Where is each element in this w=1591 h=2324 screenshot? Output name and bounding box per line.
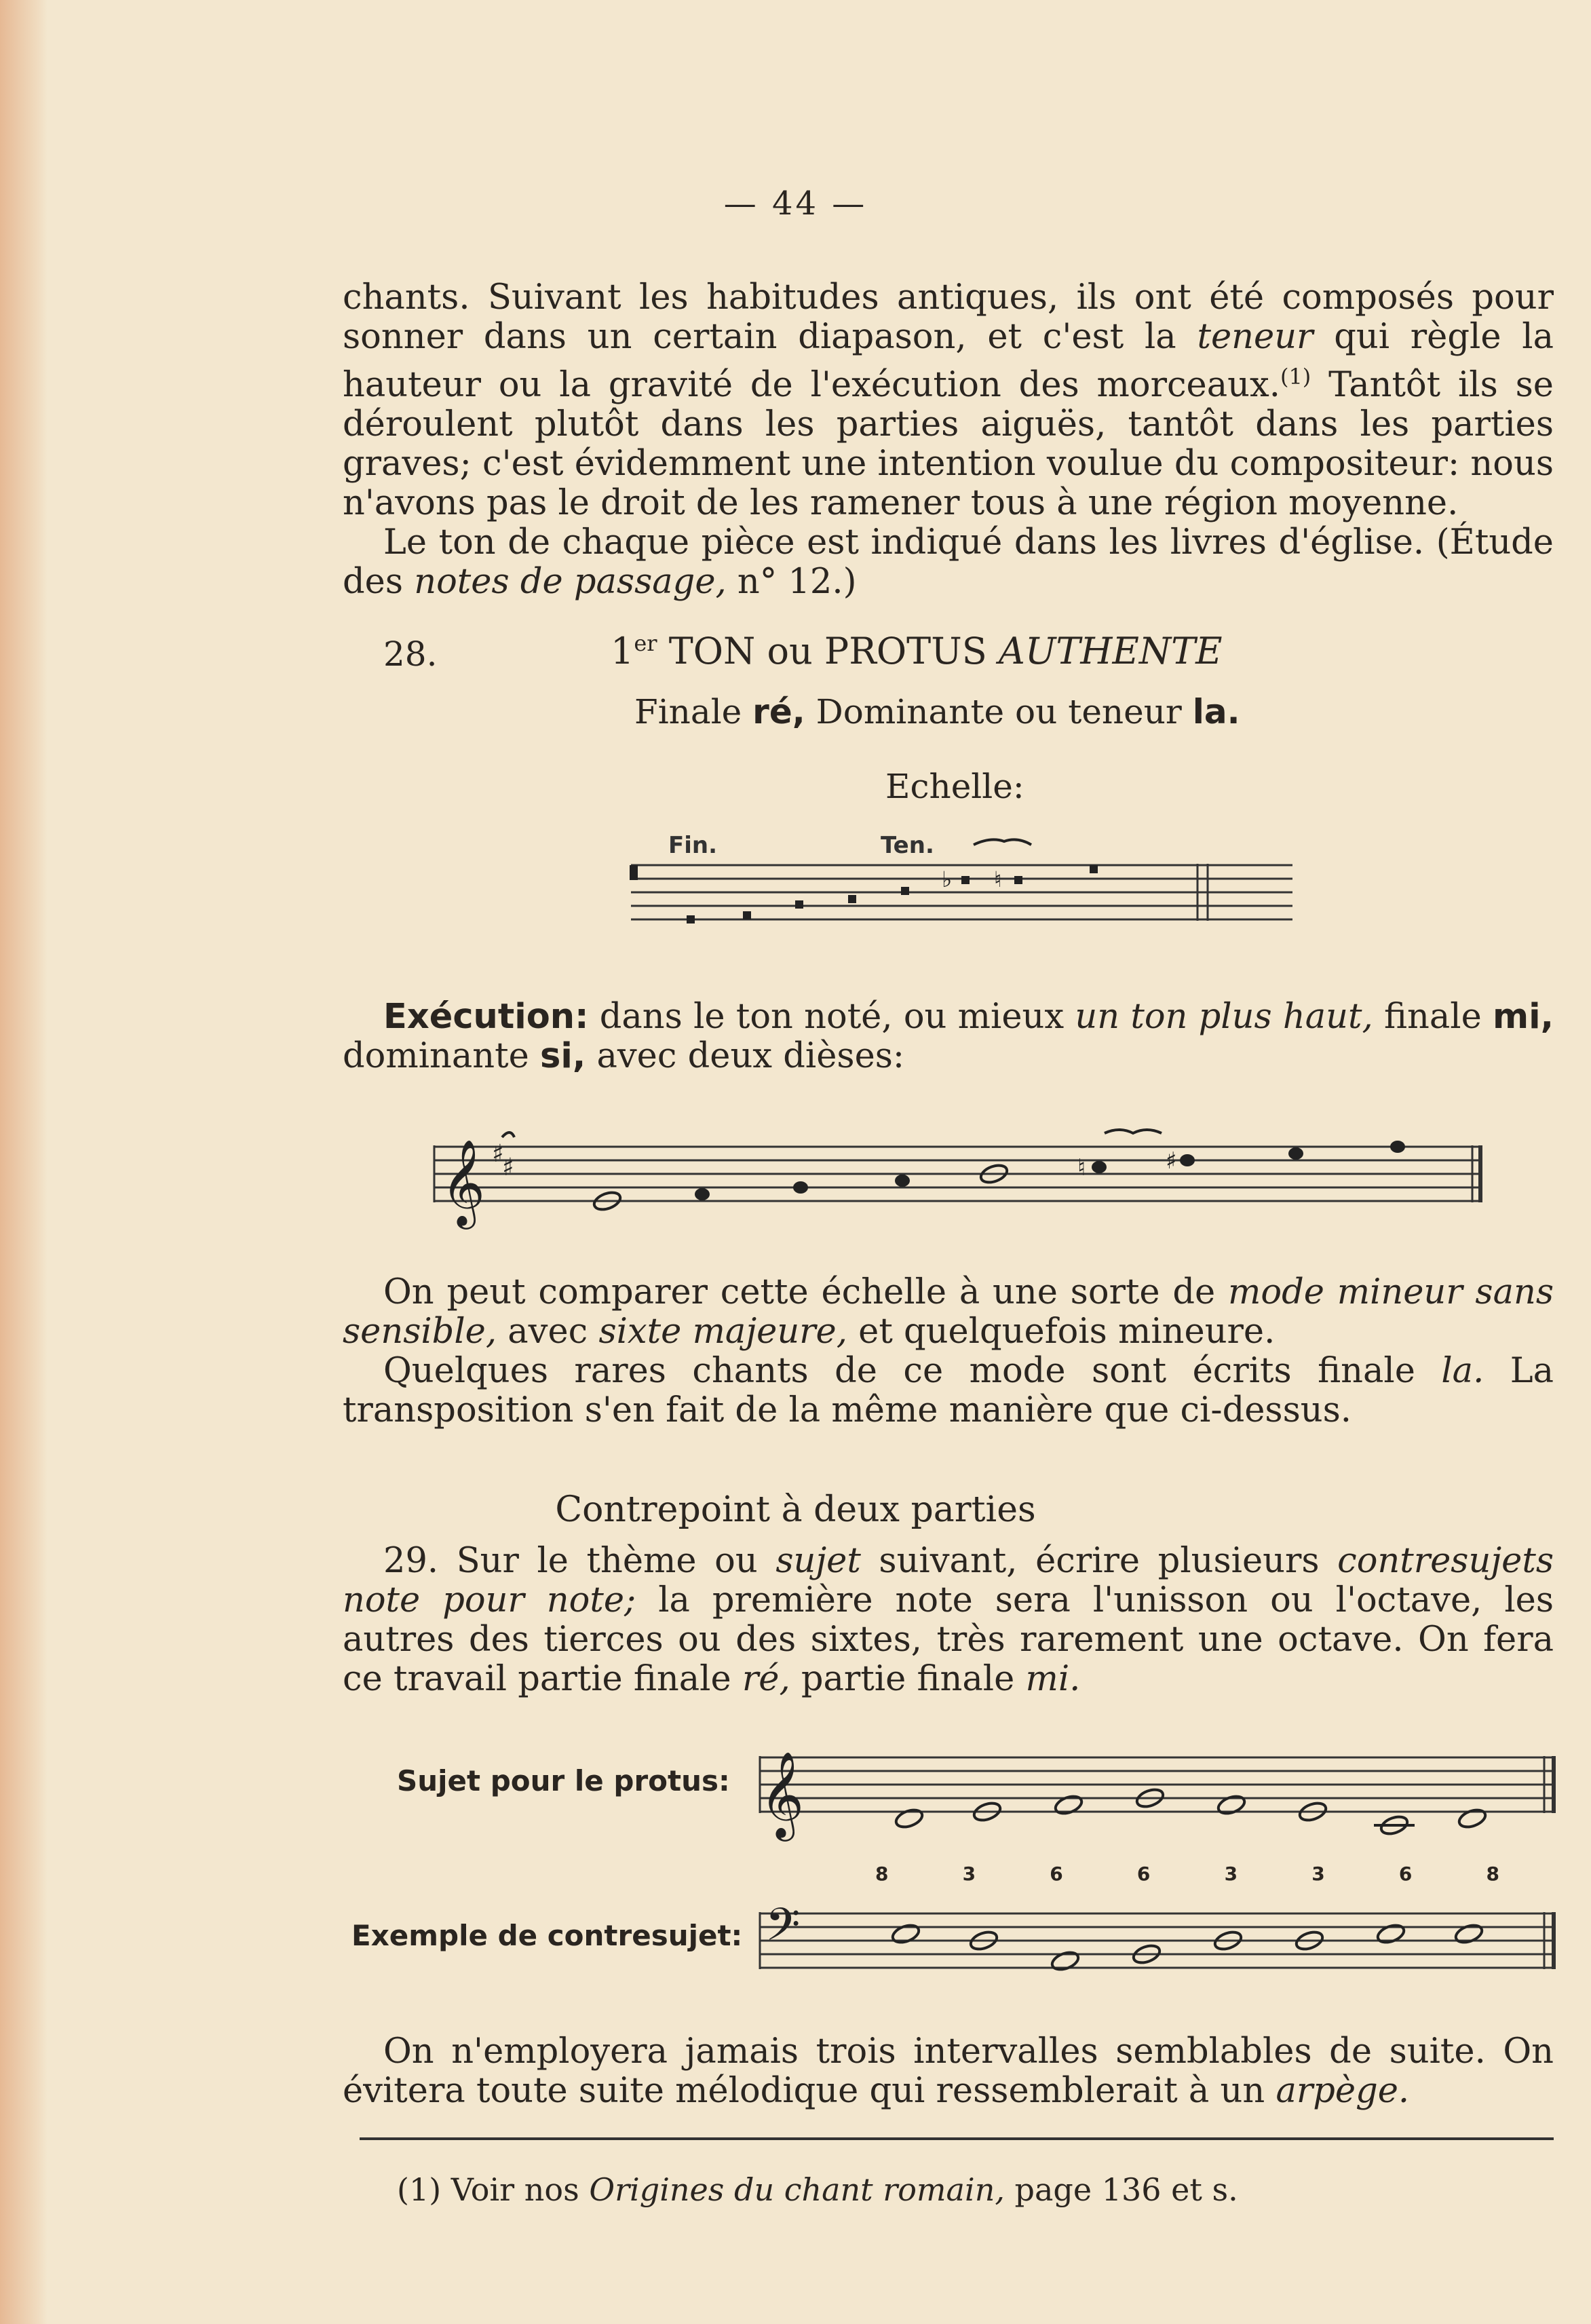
- treble-clef-icon: 𝄞: [441, 1139, 486, 1225]
- sujet-label: Sujet pour le protus:: [397, 1764, 730, 1797]
- bass-clef-icon: 𝄢: [765, 1900, 801, 1962]
- flat-icon: ♭: [942, 866, 953, 892]
- echelle-staff: [624, 824, 1303, 947]
- contresujet-label: Exemple de contresujet:: [351, 1919, 743, 1952]
- paragraph-5: On n'employera jamais trois intervalles semblables de suite. On évitera toute suite mélodique qui ressemblerait à un arpège.: [343, 2032, 1554, 2111]
- page-number: — 44 —: [723, 185, 868, 223]
- echelle-label: Echelle:: [885, 767, 1024, 806]
- section-29: 29. Sur le thème ou sujet suivant, écrire plusieurs contresujets note pour note; la première note sera l'unisson ou l'octave, les autres des tierces ou des sixtes, très rarement une octave. On fera ce travail partie finale ré, partie finale mi.: [343, 1541, 1554, 1699]
- contresujet-staff: [753, 1900, 1560, 1988]
- section-28-number: 28.: [383, 634, 438, 674]
- section-28-subtitle: Finale ré, Dominante ou teneur la.: [634, 692, 1240, 731]
- footnote-divider: [360, 2137, 1554, 2140]
- footnote-ref[interactable]: (1): [1280, 364, 1311, 389]
- sharp-icon: ♯: [502, 1154, 514, 1181]
- contresujet-notes: [890, 1922, 1484, 1973]
- execution-staff: [427, 1113, 1493, 1235]
- contrepoint-title: Contrepoint à deux parties: [555, 1489, 1036, 1530]
- paragraph-1: chants. Suivant les habitudes antiques, ils ont été composés pour sonner dans un certain diapason, et c'est la teneur qui règle la hauteur ou la gravité de l'exécution des morceaux.$^{(1)}$ Tantôt ils se déroulent plutôt dans les parties aiguës, tantôt dans les parties graves; c'est évidemment une intention voulue du compositeur: nous n'avons pas le droit de les ramener tous à une région moyenne. Le ton de chaque pièce est indiqué dans les livres d'église. (Étude des notes de passage, n° 12.): [343, 278, 1554, 602]
- fin-label: Fin.: [668, 832, 718, 859]
- ligature-mark: [1105, 1130, 1162, 1133]
- treble-clef-icon: 𝄞: [760, 1751, 805, 1837]
- page-edge: [0, 0, 47, 2324]
- natural-icon: ♮: [1077, 1154, 1086, 1181]
- ligature-mark: [974, 839, 1031, 845]
- section-28-title: 1er TON ou PROTUS AUTHENTE: [611, 630, 1223, 672]
- sharp-icon: ♯: [1166, 1147, 1177, 1175]
- footnote: (1) Voir nos Origines du chant romain, page 136 et s.: [397, 2171, 1238, 2208]
- ten-label: Ten.: [881, 832, 934, 859]
- breath-mark: [502, 1132, 514, 1137]
- sharp-icon: ♯: [492, 1140, 504, 1168]
- interval-row: 8 3 6 6 3 3 6 8: [875, 1863, 1499, 1885]
- paragraph-4: Quelques rares chants de ce mode sont écrits finale la. La transposition s'en fait de la même manière que ci-dessus.: [343, 1351, 1554, 1430]
- echelle-notes: [687, 865, 1098, 923]
- paragraph-3: On peut comparer cette échelle à une sorte de mode mineur sans sensible, avec sixte majeure, et quelquefois mineure. Quelques rares chants de ce mode sont écrits finale la. La transposition s'en fait de la même manière que ci-dessus.: [343, 1272, 1554, 1430]
- execution-paragraph: Exécution: dans le ton noté, ou mieux un ton plus haut, finale mi, dominante si, avec deux dièses:: [343, 997, 1554, 1076]
- sujet-staff: [753, 1744, 1560, 1852]
- paragraph-2: Le ton de chaque pièce est indiqué dans les livres d'église. (Étude des notes de passage, n° 12.): [343, 522, 1554, 602]
- clef-icon: [630, 865, 638, 880]
- natural-icon: ♮: [994, 866, 1002, 892]
